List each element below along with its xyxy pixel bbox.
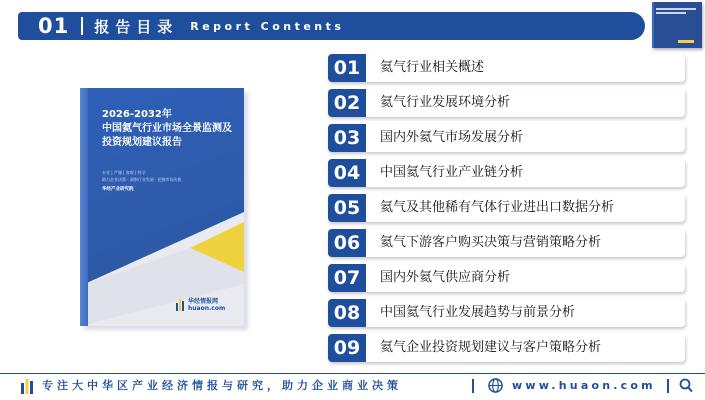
- toc-item-number: 08: [328, 299, 366, 327]
- cover-years: 2026-2032年: [102, 109, 172, 120]
- footer-separator: [667, 379, 669, 393]
- toc-item[interactable]: [328, 229, 685, 257]
- toc-item-label: 国内外氦气供应商分析: [380, 270, 511, 285]
- toc-item-number: 01: [328, 54, 366, 82]
- section-header: [18, 12, 645, 40]
- toc-item[interactable]: [328, 124, 685, 152]
- section-title: 报告目录: [94, 17, 179, 36]
- toc-item-label: 氦气及其他稀有气体行业进出口数据分析: [380, 200, 615, 215]
- footer-separator: [472, 379, 474, 393]
- section-subtitle: Report Contents: [190, 19, 345, 33]
- toc-item-label: 氦气行业发展环境分析: [380, 95, 511, 110]
- cover-institute: 华经产业研究院: [102, 187, 134, 192]
- cover-logo: [176, 298, 225, 312]
- toc-item-number: 06: [328, 229, 366, 257]
- thumbnail-title-line: [656, 8, 696, 10]
- toc-item[interactable]: [328, 264, 685, 292]
- toc-item[interactable]: [328, 194, 685, 222]
- toc-item-label: 国内外氦气市场发展分析: [380, 130, 524, 145]
- logo-bars-icon: [176, 299, 185, 311]
- toc-item-number: 05: [328, 194, 366, 222]
- header-divider: [81, 17, 83, 35]
- website-link[interactable]: www.huaon.com: [512, 379, 656, 392]
- cover-spine: [80, 88, 88, 326]
- footer: [0, 375, 705, 397]
- thumbnail-accent: [678, 40, 694, 43]
- logo-domain: huaon.com: [188, 305, 226, 312]
- toc-item-label: 氦气行业相关概述: [380, 60, 485, 75]
- toc-item-label: 中国氦气行业产业链分析: [380, 165, 524, 180]
- toc-item[interactable]: [328, 54, 685, 82]
- cover-tags: 专业 | 严谨 | 客观 | 科学: [102, 170, 146, 175]
- toc-item-label: 中国氦气行业发展趋势与前景分析: [380, 305, 576, 320]
- cover-title-line2: 投资规划建议报告: [102, 137, 182, 148]
- toc-item[interactable]: [328, 334, 685, 362]
- toc-item-label: 氦气下游客户购买决策与营销策略分析: [380, 235, 602, 250]
- logo-name: 华经情报网: [188, 298, 219, 305]
- toc-item-number: 02: [328, 89, 366, 117]
- toc-item[interactable]: [328, 299, 685, 327]
- search-icon[interactable]: [679, 378, 693, 393]
- globe-icon: [488, 378, 503, 393]
- cover-tagline: 助力企业决策 · 洞察行业发展 · 把握市场先机: [102, 177, 182, 182]
- footer-slogan: 专注大中华区产业经济情报与研究，助力企业商业决策: [42, 379, 402, 392]
- thumbnail-title-line: [656, 12, 686, 14]
- toc-item-number: 03: [328, 124, 366, 152]
- cover-title-line1: 中国氦气行业市场全景监测及: [102, 123, 232, 134]
- report-cover: [80, 88, 244, 326]
- logo-bars-icon: [20, 378, 34, 394]
- footer-divider: [0, 373, 705, 374]
- toc-item-label: 氦气企业投资规划建议与客户策略分析: [380, 340, 602, 355]
- toc-item-number: 09: [328, 334, 366, 362]
- toc-item-number: 04: [328, 159, 366, 187]
- section-number: 01: [38, 14, 70, 38]
- toc-item-number: 07: [328, 264, 366, 292]
- toc-item[interactable]: [328, 159, 685, 187]
- toc-item[interactable]: [328, 89, 685, 117]
